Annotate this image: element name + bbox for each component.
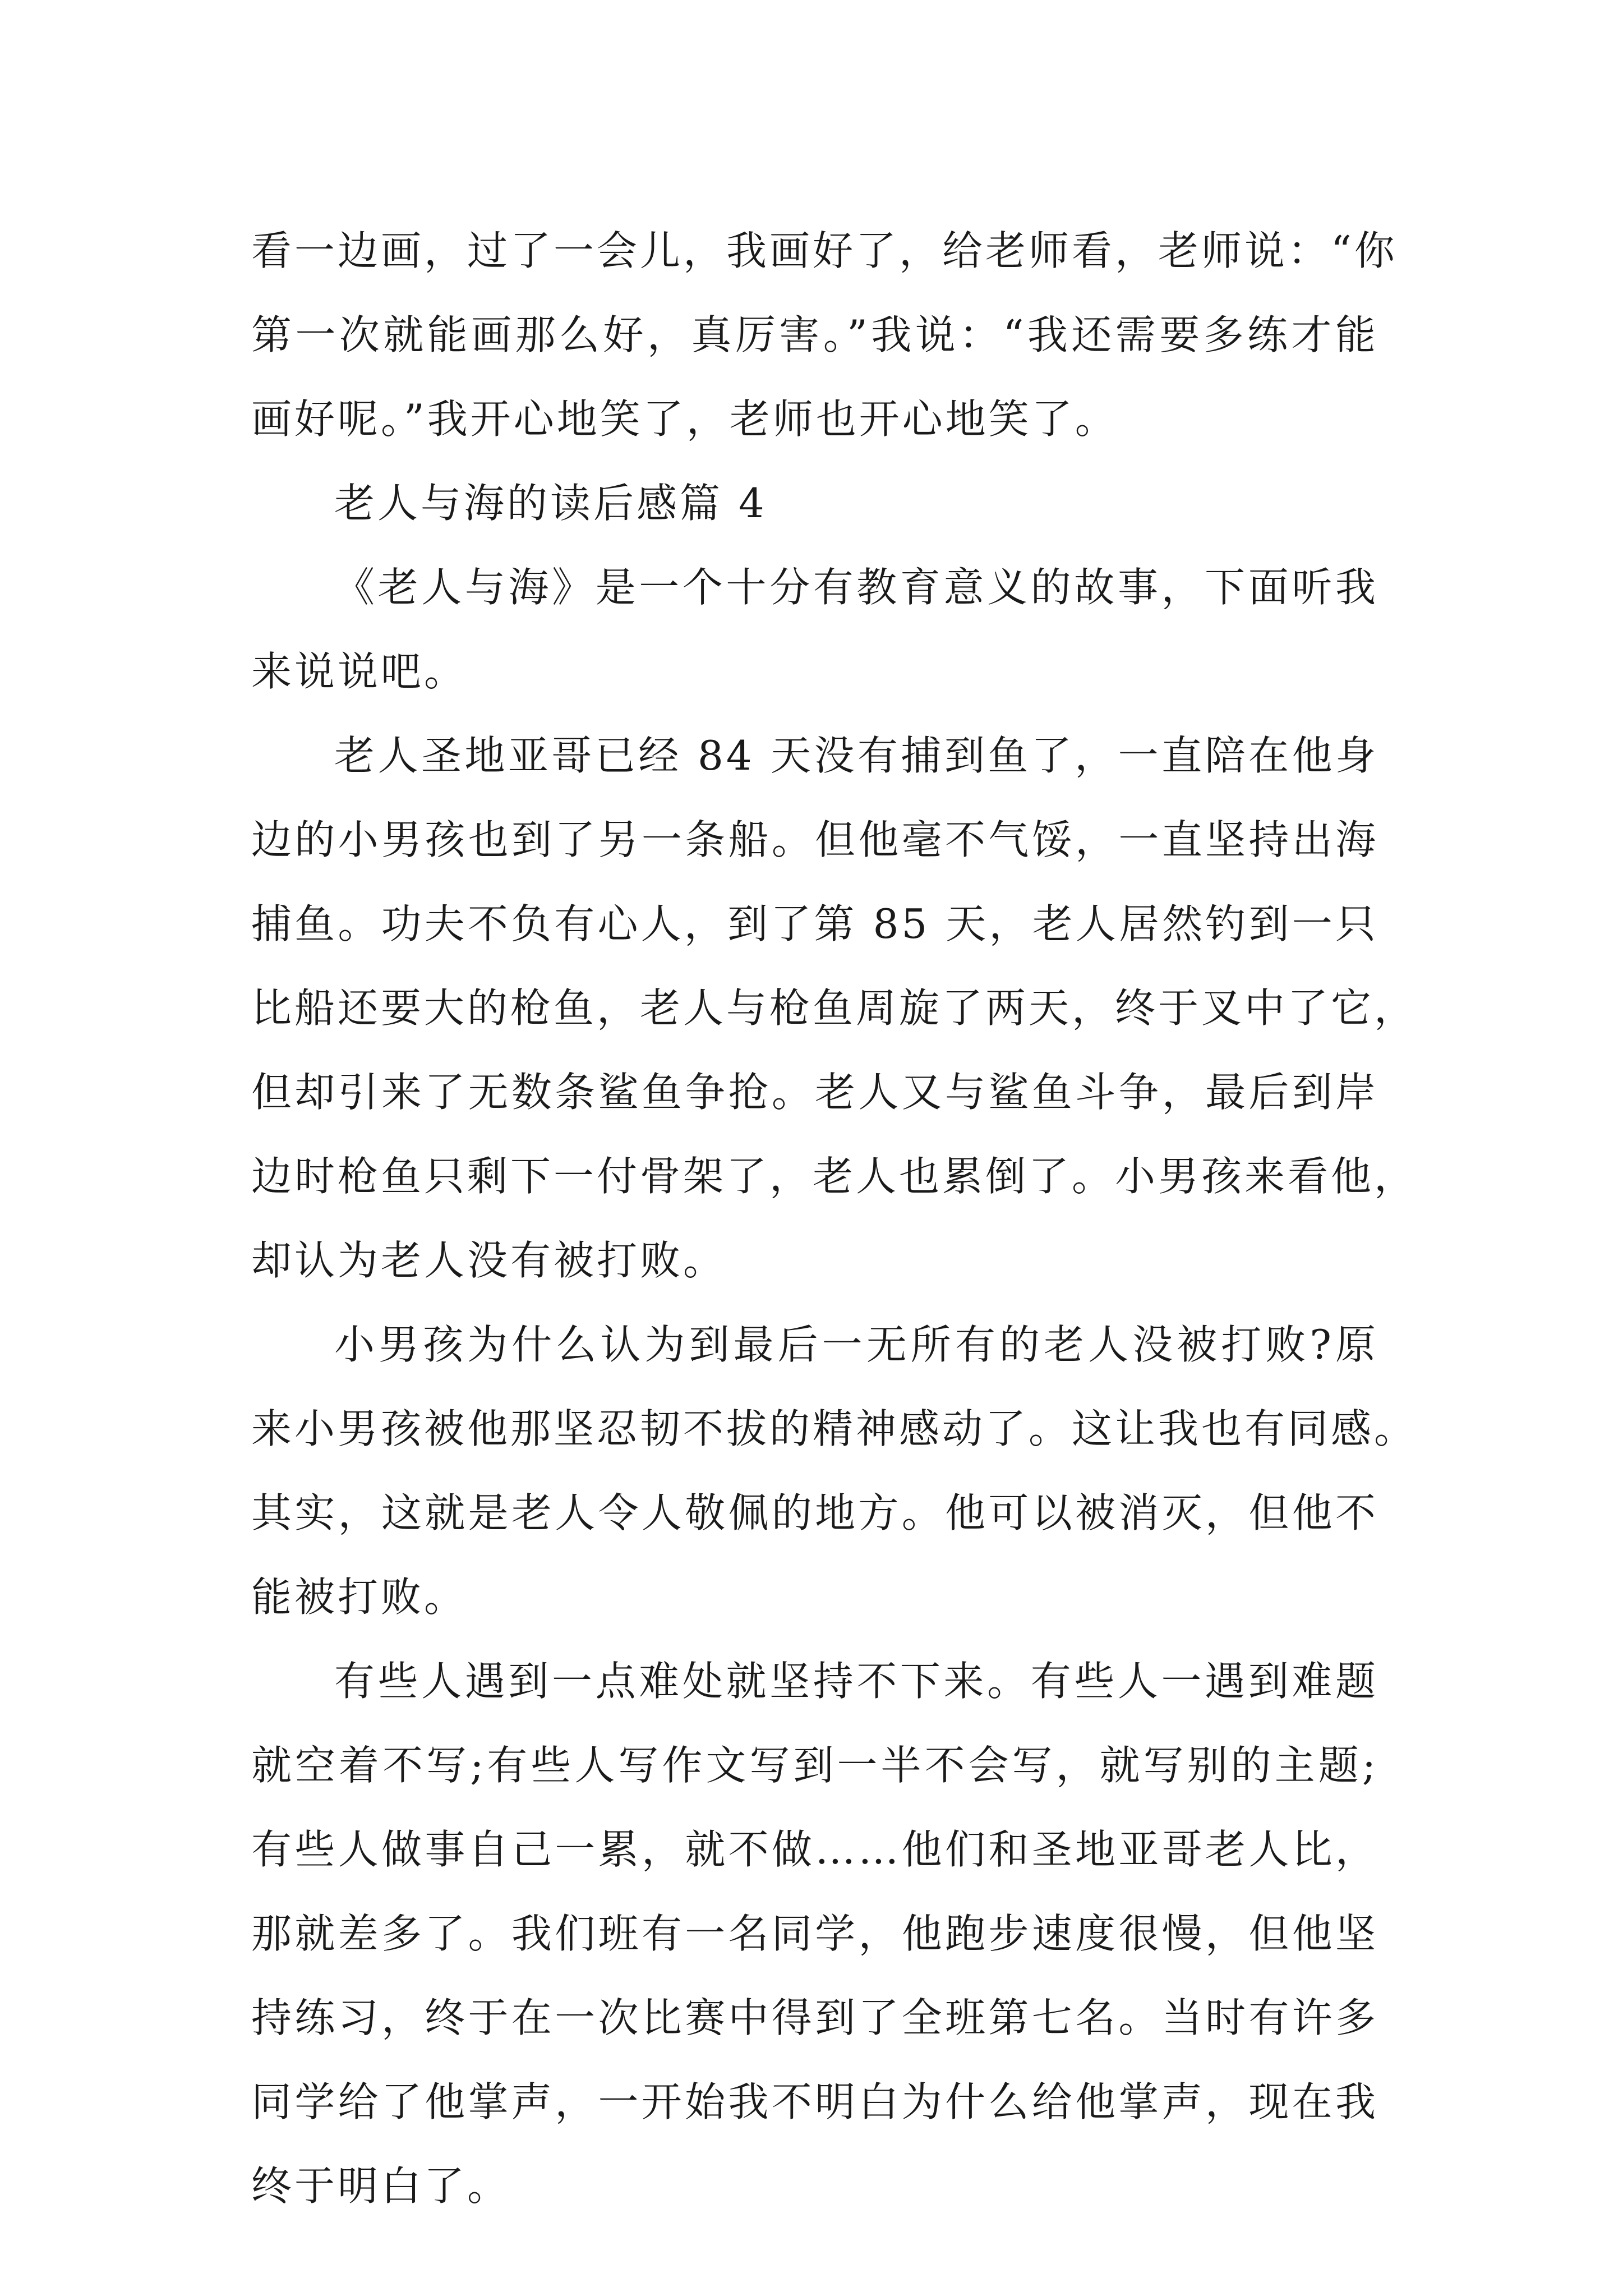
section-heading: 老人与海的读后感篇 4 [334, 480, 767, 527]
text-line: 老人圣地亚哥已经 84 天没有捕到鱼了，一直陪在他身 [334, 732, 1378, 779]
text-line: 看一边画，过了一会儿，我画好了，给老师看，老师说：“你 [251, 227, 1398, 274]
text-line: 比船还要大的枪鱼，老人与枪鱼周旋了两天，终于叉中了它， [251, 984, 1418, 1032]
text-line: 有些人做事自己一累，就不做……他们和圣地亚哥老人比， [251, 1826, 1378, 1873]
text-line: 有些人遇到一点难处就坚持不下来。有些人一遇到难题 [334, 1658, 1378, 1705]
text-line: 《老人与海》是一个十分有教育意义的故事，下面听我 [334, 564, 1378, 611]
text-line: 来小男孩被他那坚忍韧不拔的精神感动了。这让我也有同感。 [251, 1405, 1418, 1452]
text-line: 能被打败。 [251, 1573, 468, 1621]
text-line: 来说说吧。 [251, 648, 468, 695]
text-line: 画好呢。”我开心地笑了，老师也开心地笑了。 [251, 395, 1118, 443]
text-line: 同学给了他掌声，一开始我不明白为什么给他掌声，现在我 [251, 2078, 1378, 2125]
text-line: 却认为老人没有被打败。 [251, 1237, 727, 1284]
text-line: 但却引来了无数条鲨鱼争抢。老人又与鲨鱼斗争，最后到岸 [251, 1069, 1378, 1116]
text-line: 那就差多了。我们班有一名同学，他跑步速度很慢，但他坚 [251, 1910, 1378, 1957]
essay-body [251, 209, 1418, 2228]
text-line: 持练习，终于在一次比赛中得到了全班第七名。当时有许多 [251, 1994, 1378, 2041]
text-line: 就空着不写;有些人写作文写到一半不会写，就写别的主题; [251, 1742, 1378, 1789]
text-line: 其实，这就是老人令人敬佩的地方。他可以被消灭，但他不 [251, 1489, 1378, 1536]
text-line: 边的小男孩也到了另一条船。但他毫不气馁，一直坚持出海 [251, 816, 1378, 863]
text-line: 边时枪鱼只剩下一付骨架了，老人也累倒了。小男孩来看他， [251, 1153, 1418, 1200]
text-line: 小男孩为什么认为到最后一无所有的老人没被打败?原 [334, 1321, 1378, 1368]
text-line: 捕鱼。功夫不负有心人，到了第 85 天，老人居然钓到一只 [251, 900, 1378, 947]
text-line: 终于明白了。 [251, 2162, 511, 2210]
text-line: 第一次就能画那么好，真厉害。”我说：“我还需要多练才能 [251, 311, 1378, 358]
